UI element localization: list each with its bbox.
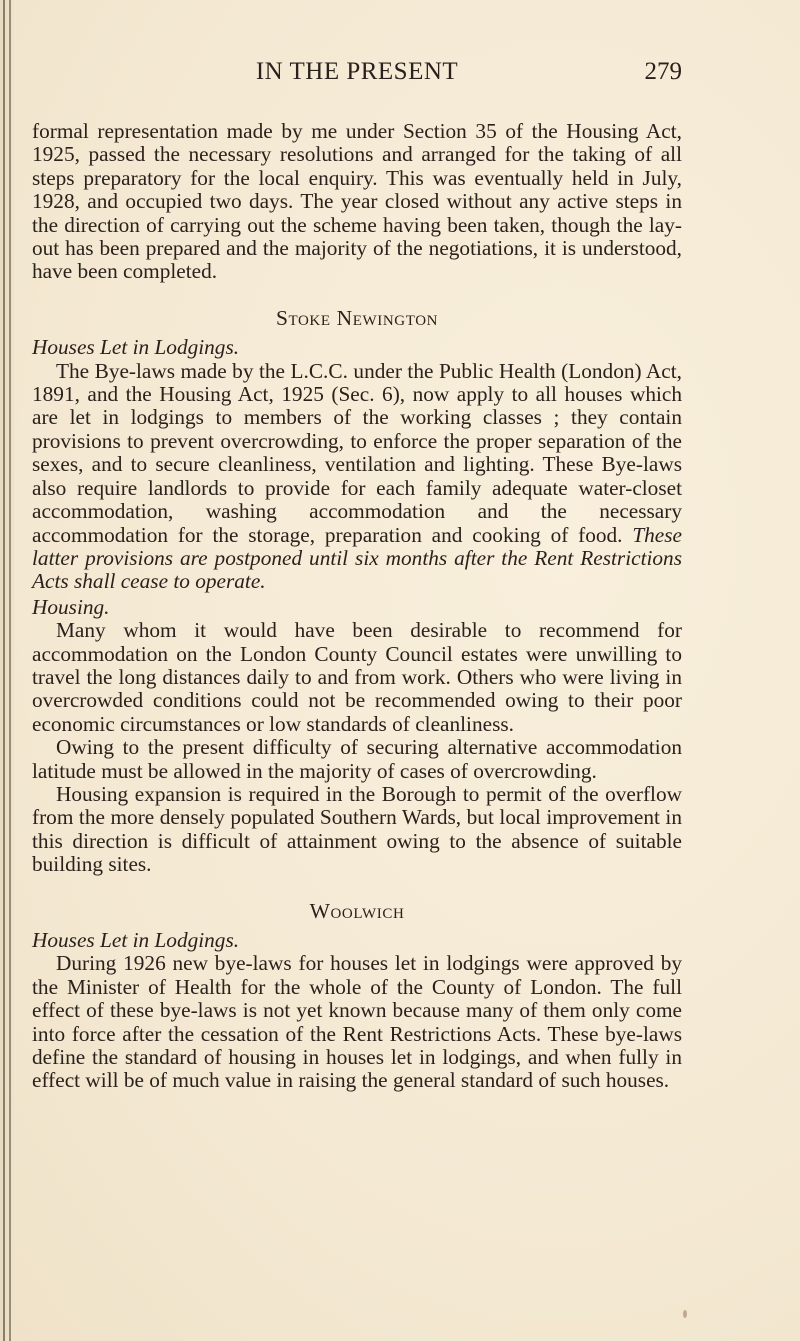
continuation-paragraph: formal representation made by me under Section 35 of the Housing Act, 1925, passed the necessary resolutions and arranged for the taking of all steps preparatory for the local enquiry. This was eventually held in July, 1928, and occupied two days. The year closed without any active steps in the direction of carrying out the scheme having been taken, though the lay-out has been prepared and the majority of the negotiations, it is understood, have been completed.	[32, 119, 682, 284]
section-heading-woolwich: Woolwich	[309, 898, 405, 923]
paragraph-italic-text: These latter provisions are postponed until six months after the Rent Restrictions Acts shall cease to operate.	[32, 522, 682, 594]
paragraph	[32, 360, 682, 594]
subheading-houses-let-in-lodgings: Houses Let in Lodgings.	[32, 928, 240, 952]
subheading-houses-let-in-lodgings: Houses Let in Lodgings.	[32, 335, 240, 360]
subheading-housing: Housing.	[32, 594, 110, 619]
paper-speck	[683, 1310, 687, 1318]
page-number: 279	[644, 58, 682, 85]
paragraph: Many whom it would have been desirable to recommend for accommodation on the London County Council estates were unwilling to travel the long distances daily to and from work. Others who were living in overcrowded conditions could not be recommended owing to their poor economic circumstances or low standards of cleanliness.	[32, 618, 682, 736]
paragraph: During 1926 new bye-laws for houses let in lodgings were approved by the Minister of Health for the whole of the County of London. The full effect of these bye-laws is not yet known because many of them only come into force after the cessation of the Rent Restrictions Acts. These bye-laws define the standard of housing in houses let in lodgings, and when fully in effect will be of much value in raising the general standard of such houses.	[32, 951, 682, 1093]
section-heading-stoke-newington: Stoke Newington	[275, 305, 439, 330]
paragraph: Owing to the present difficulty of securing alternative accommodation latitude must be allowed in the majority of cases of overcrowding.	[32, 735, 682, 783]
binding-rule	[9, 0, 11, 1341]
binding-rule	[3, 0, 5, 1341]
binding-edge	[0, 0, 14, 1341]
paragraph: Housing expansion is required in the Borough to permit of the overflow from the more densely populated Southern Wards, but local improvement in this direction is difficult of attainment owing to the absence of suitable building sites.	[32, 781, 682, 877]
paragraph-text: The Bye-laws made by the L.C.C. under the Public Health (London) Act, 1891, and the Housing Act, 1925 (Sec. 6), now apply to all houses which are let in lodgings to members of the working classes ; they contain provisions to prevent overcrowding, to enforce the proper separation of the sexes, and to secure cleanliness, ventilation and lighting. These Bye-laws also require landlords to provide for each family adequate water-closet accommodation, washing accommodation and the necessary accommodation for the storage, preparation and cooking of food.	[32, 358, 682, 547]
running-title: IN THE PRESENT	[255, 58, 459, 85]
body-text	[32, 120, 682, 1093]
running-head	[32, 48, 682, 88]
